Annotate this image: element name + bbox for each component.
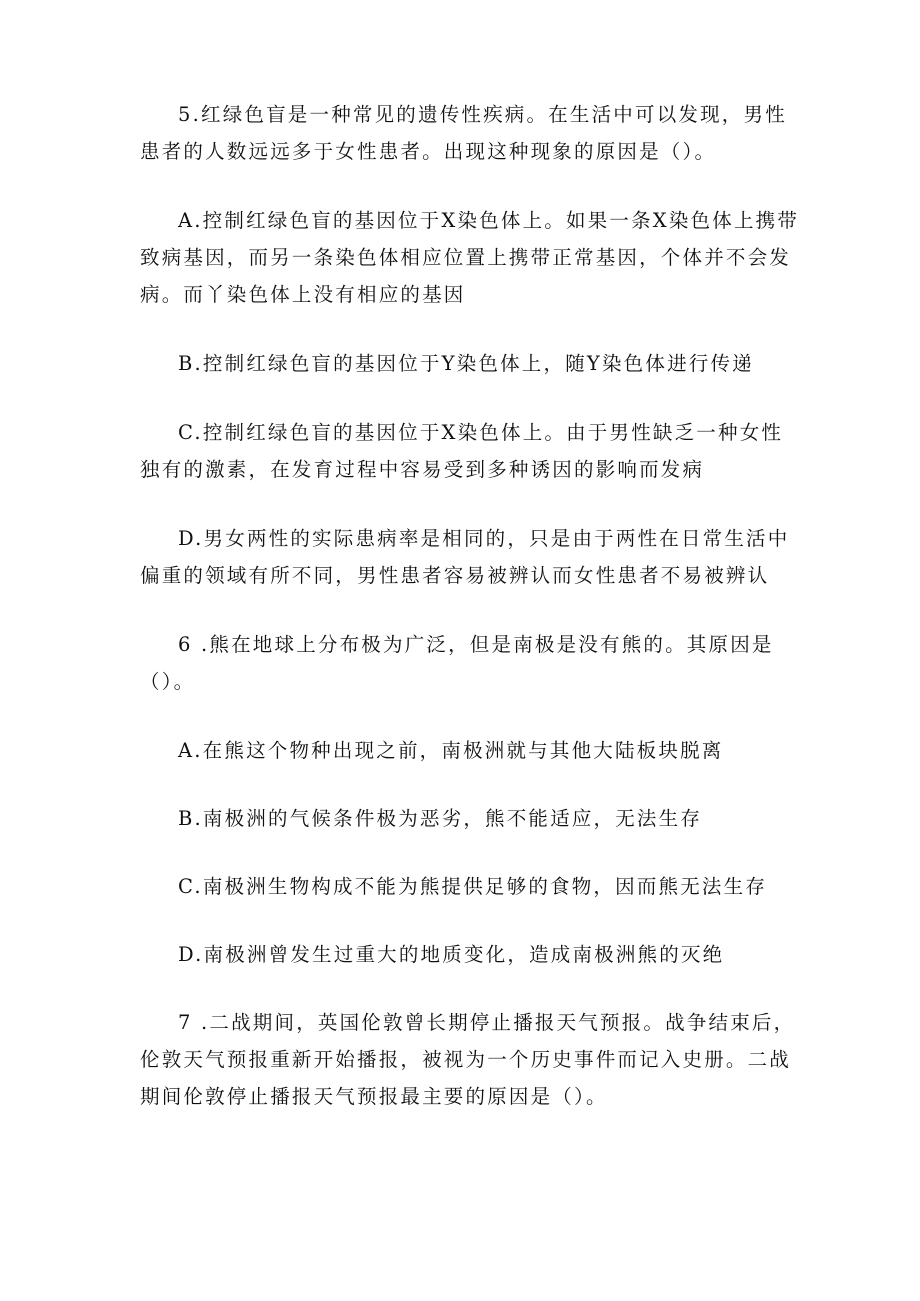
text-line: 病。而丫染色体上没有相应的基因 xyxy=(140,283,466,306)
question-6-option-d xyxy=(140,936,788,973)
text-line: 7 .二战期间，英国伦敦曾长期停止播报天气预报。战争结束后， xyxy=(178,1011,796,1034)
question-7-stem xyxy=(140,1004,796,1115)
text-line: 患者的人数远远多于女性患者。出现这种现象的原因是（）。 xyxy=(140,140,717,163)
question-5-option-a xyxy=(140,202,800,313)
text-line: B.南极洲的气候条件极为恶劣，熊不能适应，无法生存 xyxy=(178,807,703,830)
text-line: 独有的激素，在发育过程中容易受到多种诱因的影响而发病 xyxy=(140,458,705,481)
text-line: 致病基因，而另一条染色体相应位置上携带正常基因，个体并不会发 xyxy=(140,246,792,269)
text-line: 偏重的领域有所不同，男性患者容易被辨认而女性患者不易被辨认 xyxy=(140,564,770,587)
question-6-option-b xyxy=(140,800,788,837)
question-6-stem xyxy=(140,626,788,700)
question-5-option-b xyxy=(140,345,788,382)
text-line: C.控制红绿色盲的基因位于X染色体上。由于男性缺乏一种女性 xyxy=(178,421,784,444)
text-line: D.南极洲曾发生过重大的地质变化，造成南极洲熊的灭绝 xyxy=(178,943,725,966)
text-line: C.南极洲生物构成不能为熊提供足够的食物，因而熊无法生存 xyxy=(178,875,768,898)
question-6-option-c xyxy=(140,868,788,905)
question-5-stem xyxy=(140,96,788,170)
document-body xyxy=(140,96,800,1115)
question-5-option-d xyxy=(140,520,788,594)
text-line: A.在熊这个物种出现之前，南极洲就与其他大陆板块脱离 xyxy=(178,739,724,762)
text-line: D.男女两性的实际患病率是相同的，只是由于两性在日常生活中 xyxy=(178,527,790,550)
text-line: （）。 xyxy=(140,670,196,693)
text-line: 伦敦天气预报重新开始播报，被视为一个历史事件而记入史册。二战 xyxy=(140,1048,792,1071)
question-6-option-a xyxy=(140,732,788,769)
text-line: 6 .熊在地球上分布极为广泛，但是南极是没有熊的。其原因是 xyxy=(178,633,774,656)
text-line: 期间伦敦停止播报天气预报最主要的原因是（）。 xyxy=(140,1085,608,1108)
text-line: A.控制红绿色盲的基因位于X染色体上。如果一条X染色体上携带 xyxy=(178,209,800,232)
text-line: B.控制红绿色盲的基因位于Y染色体上，随Y染色体进行传递 xyxy=(178,352,754,375)
question-5-option-c xyxy=(140,414,788,488)
text-line: 5.红绿色盲是一种常见的遗传性疾病。在生活中可以发现，男性 xyxy=(178,103,787,126)
